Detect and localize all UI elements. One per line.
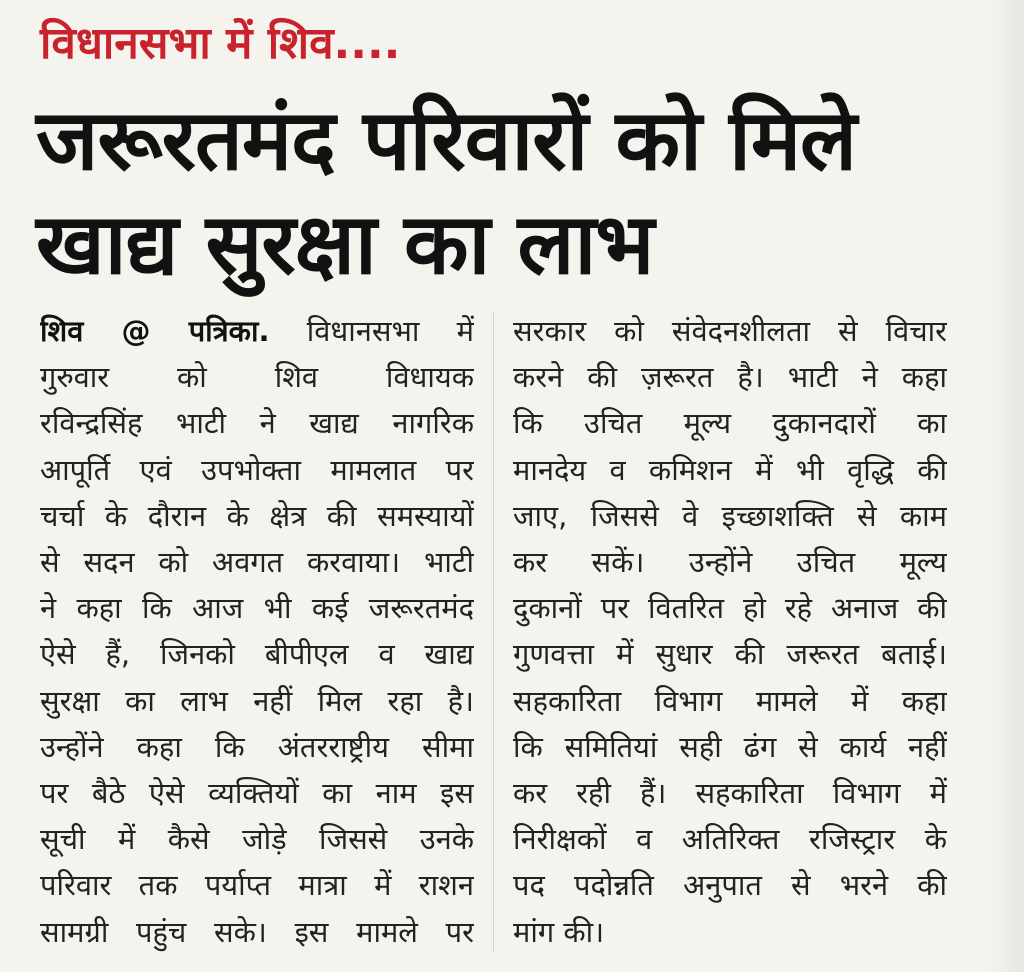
body-line: गुरुवार को शिव विधायक — [40, 360, 474, 395]
body-line: जाए, जिससे वे इच्छाशक्ति से काम — [513, 498, 947, 533]
body-line: शिव @ पत्रिका. विधानसभा में — [40, 314, 474, 348]
body-line: सूची में कैसे जोड़े जिससे उनके — [40, 822, 474, 857]
body-line: ने कहा कि आज भी कई जरूरतमंद — [40, 591, 474, 626]
body-line: कि समितियां सही ढंग से कार्य नहीं — [513, 729, 947, 764]
body-line: गुणवत्ता में सुधार की जरूरत बताई। — [513, 637, 947, 672]
body-line: सामग्री पहुंच सके। इस मामले पर — [40, 914, 474, 949]
body-line: करने की ज़रूरत है। भाटी ने कहा — [513, 360, 947, 395]
article-kicker: विधानसभा में शिव.... — [40, 18, 401, 69]
body-line: चर्चा के दौरान के क्षेत्र की समस्यायों — [40, 498, 474, 533]
body-line: से सदन को अवगत करवाया। भाटी — [40, 545, 474, 580]
body-line: कि उचित मूल्य दुकानदारों का — [513, 406, 947, 441]
body-line: आपूर्ति एवं उपभोक्ता मामलात पर — [40, 452, 474, 487]
body-line: मांग की। — [513, 914, 605, 949]
body-line: सहकारिता विभाग मामले में कहा — [513, 683, 947, 718]
body-line: पर बैठे ऐसे व्यक्तियों का नाम इस — [40, 776, 474, 811]
body-line: सरकार को संवेदनशीलता से विचार — [513, 314, 947, 348]
body-line: कर रही हैं। सहकारिता विभाग में — [513, 776, 947, 811]
body-line: निरीक्षकों व अतिरिक्त रजिस्ट्रार के — [513, 822, 947, 857]
body-line: रविन्द्रसिंह भाटी ने खाद्य नागरिक — [40, 406, 474, 441]
body-line: दुकानों पर वितरित हो रहे अनाज की — [513, 591, 947, 626]
body-line: पद पदोन्नति अनुपात से भरने की — [513, 868, 947, 903]
body-line: कर सकें। उन्होंने उचित मूल्य — [513, 545, 947, 580]
article-column-left — [40, 308, 474, 955]
body-line: परिवार तक पर्याप्त मात्रा में राशन — [40, 868, 474, 903]
article-headline — [36, 88, 996, 296]
body-line: ऐसे हैं, जिनको बीपीएल व खाद्य — [40, 637, 474, 672]
column-divider — [493, 312, 494, 952]
headline-line-2: खाद्य सुरक्षा का लाभ — [36, 195, 654, 293]
article-column-right — [513, 308, 947, 955]
article-dateline: शिव @ पत्रिका. — [40, 314, 270, 348]
body-line: उन्होंने कहा कि अंतरराष्ट्रीय सीमा — [40, 729, 474, 764]
paper-edge-shadow — [984, 0, 1024, 972]
body-line: मानदेय व कमिशन में भी वृद्धि की — [513, 452, 947, 487]
body-line: सुरक्षा का लाभ नहीं मिल रहा है। — [40, 683, 474, 718]
headline-line-1: जरूरतमंद परिवारों को मिले — [36, 91, 857, 189]
